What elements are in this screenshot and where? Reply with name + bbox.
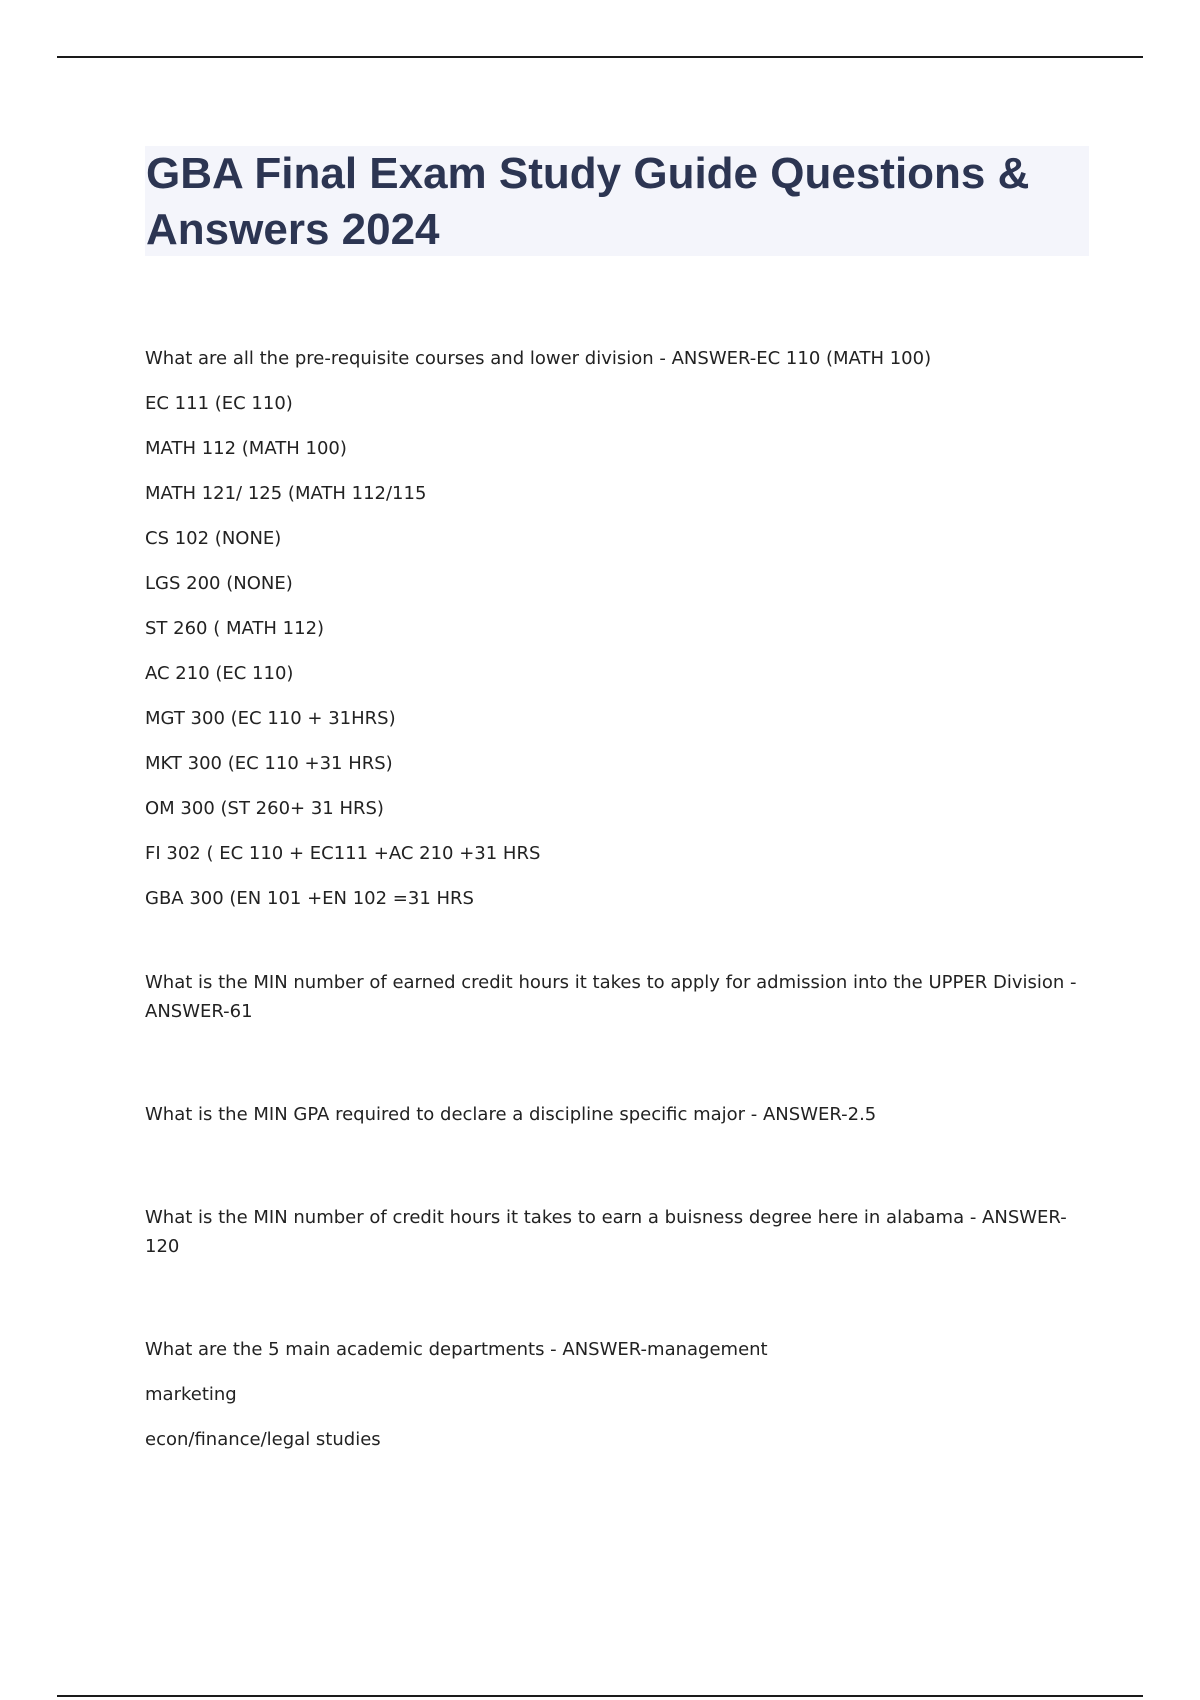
qa-entry-upper-division-hours (145, 968, 1085, 1026)
qa-entry-departments (145, 1335, 1085, 1454)
bottom-rule (57, 1695, 1143, 1697)
question-answer-text: What are the 5 main academic departments - ANSWER-management (145, 1339, 768, 1360)
department-line: econ/finance/legal studies (145, 1429, 381, 1450)
course-line: OM 300 (ST 260+ 31 HRS) (145, 798, 384, 819)
course-line: MATH 112 (MATH 100) (145, 438, 347, 459)
question-answer-text: What is the MIN GPA required to declare a discipline specific major - ANSWER-2.5 (145, 1104, 877, 1125)
qa-entry-degree-hours (145, 1203, 1085, 1261)
course-line: FI 302 ( EC 110 + EC111 +AC 210 +31 HRS (145, 843, 541, 864)
course-line: MKT 300 (EC 110 +31 HRS) (145, 753, 393, 774)
course-line: ST 260 ( MATH 112) (145, 618, 325, 639)
course-line: CS 102 (NONE) (145, 528, 282, 549)
course-line: AC 210 (EC 110) (145, 663, 294, 684)
qa-entry-min-gpa (145, 1100, 1085, 1129)
course-line: GBA 300 (EN 101 +EN 102 =31 HRS (145, 888, 474, 909)
question-answer-text: What is the MIN number of credit hours it takes to earn a buisness degree here in alabama - ANSWER-120 (145, 1207, 1067, 1257)
document-body (145, 344, 1085, 1482)
question-answer-text: What is the MIN number of earned credit hours it takes to apply for admission into the UPPER Division - ANSWER-61 (145, 972, 1077, 1022)
top-rule (57, 56, 1143, 58)
course-line: MGT 300 (EC 110 + 31HRS) (145, 708, 396, 729)
qa-entry-prerequisites (145, 344, 1085, 913)
document-title: GBA Final Exam Study Guide Questions & Answers 2024 (146, 149, 1030, 254)
course-line: MATH 121/ 125 (MATH 112/115 (145, 483, 427, 504)
course-line: EC 111 (EC 110) (145, 393, 293, 414)
department-line: marketing (145, 1384, 237, 1405)
course-line: LGS 200 (NONE) (145, 573, 293, 594)
question-answer-text: What are all the pre-requisite courses and lower division - ANSWER-EC 110 (MATH 100) (145, 348, 932, 369)
